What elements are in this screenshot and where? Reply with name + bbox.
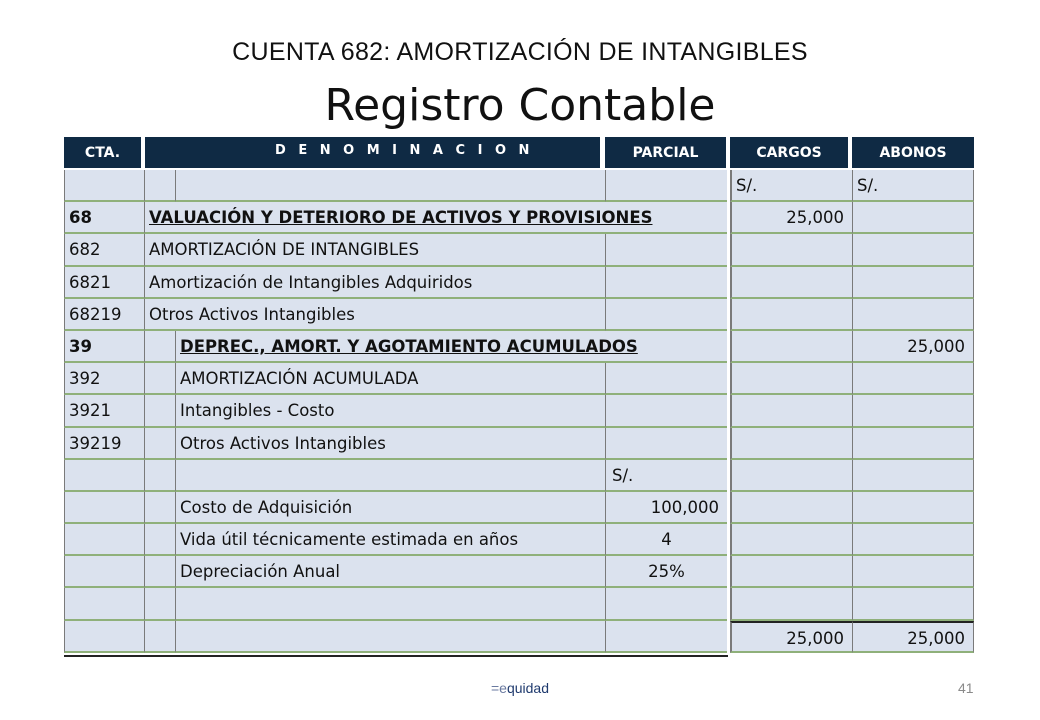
cargos-cell (730, 556, 852, 588)
denominacion-cell: DEPREC., AMORT. Y AGOTAMIENTO ACUMULADOS (175, 331, 727, 363)
table-row (64, 363, 974, 395)
cargos-cell (730, 363, 852, 395)
header-cargos: CARGOS (730, 137, 848, 168)
header-abonos: ABONOS (852, 137, 974, 168)
cargos-cell: S/. (730, 170, 852, 202)
cta-cell: 392 (64, 363, 144, 395)
abonos-cell (852, 234, 974, 266)
cta-cell: 682 (64, 234, 144, 266)
cargos-total: 25,000 (730, 621, 852, 653)
abonos-cell (852, 267, 974, 299)
abonos-cell (852, 460, 974, 492)
footer-brand (0, 680, 1040, 696)
table-row (64, 524, 974, 556)
abonos-cell (852, 492, 974, 524)
cta-cell (64, 170, 144, 202)
abonos-cell (852, 524, 974, 556)
cargos-cell (730, 524, 852, 556)
parcial-cell (605, 234, 727, 266)
footer-brand-prefix: =e (490, 680, 507, 696)
cta-cell (64, 524, 144, 556)
denominacion-cell: Depreciación Anual (175, 556, 605, 588)
abonos-cell (852, 556, 974, 588)
cta-cell: 3921 (64, 395, 144, 427)
spacer-cell (144, 621, 175, 653)
header-cta: CTA. (64, 137, 141, 168)
abonos-cell (852, 588, 974, 620)
denominacion-cell: Otros Activos Intangibles (175, 428, 605, 460)
spacer-cell (144, 395, 175, 427)
header-parcial: PARCIAL (605, 137, 726, 168)
cargos-cell (730, 299, 852, 331)
table-row (64, 428, 974, 460)
parcial-cell (605, 170, 727, 202)
cargos-cell: 25,000 (730, 202, 852, 234)
denominacion-cell: Intangibles - Costo (175, 395, 605, 427)
parcial-cell (605, 267, 727, 299)
denominacion-cell: AMORTIZACIÓN DE INTANGIBLES (144, 234, 605, 266)
cargos-cell (730, 331, 852, 363)
table-row (64, 170, 974, 202)
cargos-cell (730, 460, 852, 492)
table-row (64, 588, 974, 620)
table-row (64, 299, 974, 331)
cargos-cell (730, 588, 852, 620)
cta-cell (64, 460, 144, 492)
denominacion-cell (175, 588, 605, 620)
denominacion-cell (175, 170, 605, 202)
table-row (64, 492, 974, 524)
denominacion-cell: Costo de Adquisición (175, 492, 605, 524)
table-row (64, 202, 974, 234)
table-row (64, 234, 974, 266)
header-denominacion: D E N O M I N A C I O N (145, 137, 600, 168)
footer-brand-main: quidad (506, 680, 549, 696)
parcial-cell: 100,000 (605, 492, 727, 524)
denominacion-cell: Otros Activos Intangibles (144, 299, 605, 331)
spacer-cell (144, 460, 175, 492)
denominacion-cell: Vida útil técnicamente estimada en años (175, 524, 605, 556)
abonos-cell: S/. (852, 170, 974, 202)
cta-cell (64, 556, 144, 588)
table-row (64, 331, 974, 363)
cta-cell: 39219 (64, 428, 144, 460)
parcial-cell (605, 299, 727, 331)
cta-cell: 6821 (64, 267, 144, 299)
ledger-table (64, 170, 974, 653)
parcial-cell: S/. (605, 460, 727, 492)
parcial-cell (605, 588, 727, 620)
abonos-cell: 25,000 (852, 331, 974, 363)
cta-cell: 39 (64, 331, 144, 363)
totals-row (64, 621, 974, 653)
parcial-cell (605, 395, 727, 427)
page-subtitle: Registro Contable (324, 80, 716, 131)
cargos-cell (730, 234, 852, 266)
page-number: 41 (958, 680, 974, 696)
parcial-cell (605, 621, 727, 653)
parcial-cell: 25% (605, 556, 727, 588)
cta-cell (64, 492, 144, 524)
table-row (64, 556, 974, 588)
table-row (64, 395, 974, 427)
table-row (64, 267, 974, 299)
table-row (64, 460, 974, 492)
cta-cell (64, 588, 144, 620)
cargos-cell (730, 267, 852, 299)
abonos-total: 25,000 (852, 621, 974, 653)
abonos-cell (852, 395, 974, 427)
cargos-cell (730, 492, 852, 524)
page-title: CUENTA 682: AMORTIZACIÓN DE INTANGIBLES (232, 38, 808, 66)
abonos-cell (852, 299, 974, 331)
spacer-cell (144, 524, 175, 556)
parcial-cell (605, 363, 727, 395)
cta-cell: 68 (64, 202, 144, 234)
denominacion-cell (175, 621, 605, 653)
spacer-cell (144, 492, 175, 524)
abonos-cell (852, 202, 974, 234)
abonos-cell (852, 363, 974, 395)
denominacion-cell: AMORTIZACIÓN ACUMULADA (175, 363, 605, 395)
denominacion-cell: Amortización de Intangibles Adquiridos (144, 267, 605, 299)
spacer-cell (144, 556, 175, 588)
cta-cell (64, 621, 144, 653)
denominacion-cell: VALUACIÓN Y DETERIORO DE ACTIVOS Y PROVISIONES (144, 202, 727, 234)
spacer-cell (144, 170, 175, 202)
spacer-cell (144, 363, 175, 395)
spacer-cell (144, 428, 175, 460)
parcial-cell (605, 428, 727, 460)
spacer-cell (144, 331, 175, 363)
table-bottom-rule (64, 655, 728, 657)
parcial-cell: 4 (605, 524, 727, 556)
cargos-cell (730, 395, 852, 427)
spacer-cell (144, 588, 175, 620)
denominacion-cell (175, 460, 605, 492)
cargos-cell (730, 428, 852, 460)
cta-cell: 68219 (64, 299, 144, 331)
abonos-cell (852, 428, 974, 460)
